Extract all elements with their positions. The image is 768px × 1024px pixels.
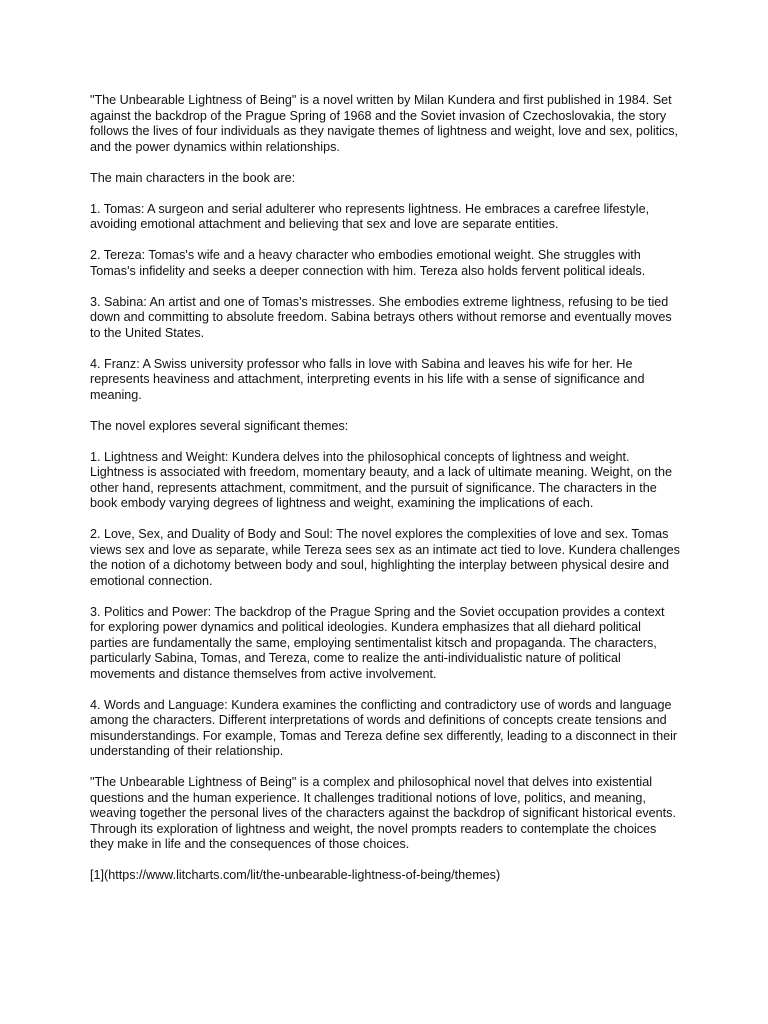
character-sabina: 3. Sabina: An artist and one of Tomas's mistresses. She embodies extreme lightness, refusing to be tied down and committing to absolute freedom. Sabina betrays others without remorse and eventually moves to the United States. [90,294,672,340]
theme-politics-power: 3. Politics and Power: The backdrop of the Prague Spring and the Soviet occupation provides a context for exploring power dynamics and political ideologies. Kundera emphasizes that all diehard political parties are fundamentally the same, employing sentimentalist kitsch and propaganda. The characters, particularly Sabina, Tomas, and Tereza, come to realize the anti-individualistic nature of political movements and distance themselves from active involvement. [90,604,665,681]
themes-heading: The novel explores several significant themes: [90,418,349,433]
character-tereza: 2. Tereza: Tomas's wife and a heavy character who embodies emotional weight. She struggles with Tomas's infidelity and seeks a deeper connection with him. Tereza also holds fervent political ideals. [90,248,646,278]
source-citation: [1](https://www.litcharts.com/lit/the-unbearable-lightness-of-being/themes) [90,868,501,882]
characters-heading: The main characters in the book are: [90,170,296,185]
character-franz: 4. Franz: A Swiss university professor who falls in love with Sabina and leaves his wife for her. He represents heaviness and attachment, interpreting events in his life with a sense of significance and meaning. [90,356,645,402]
document-body [90,93,680,899]
theme-lightness-weight: 1. Lightness and Weight: Kundera delves into the philosophical concepts of lightness and weight. Lightness is associated with freedom, momentary beauty, and a lack of ultimate meaning. Weight, on the other hand, represents attachment, commitment, and the pursuit of significance. The characters in the book embody varying degrees of lightness and weight, examining the implications of each. [90,449,672,510]
theme-words-language: 4. Words and Language: Kundera examines the conflicting and contradictory use of words and language among the characters. Different interpretations of words and definitions of concepts create tensions and misunderstandings. For example, Tomas and Tereza define sex differently, leading to a disconnect in their understanding of their relationship. [90,697,678,758]
intro-paragraph: "The Unbearable Lightness of Being" is a novel written by Milan Kundera and first published in 1984. Set against the backdrop of the Prague Spring of 1968 and the Soviet invasion of Czechoslovakia, the story follows the lives of four individuals as they navigate themes of lightness and weight, love and sex, politics, and the power dynamics within relationships. [90,93,679,154]
character-tomas: 1. Tomas: A surgeon and serial adulterer who represents lightness. He embraces a carefree lifestyle, avoiding emotional attachment and believing that sex and love are separate entities. [90,201,650,231]
theme-love-sex: 2. Love, Sex, and Duality of Body and Soul: The novel explores the complexities of love and sex. Tomas views sex and love as separate, while Tereza sees sex as an intimate act tied to love. Kundera challenges the notion of a dichotomy between body and soul, highlighting the interplay between physical desire and emotional connection. [90,527,680,588]
conclusion-paragraph: "The Unbearable Lightness of Being" is a complex and philosophical novel that delves into existential questions and the human experience. It challenges traditional notions of love, politics, and meaning, weaving together the personal lives of the characters against the backdrop of significant historical events. Through its exploration of lightness and weight, the novel prompts readers to contemplate the choices they make in life and the consequences of those choices. [90,775,676,851]
